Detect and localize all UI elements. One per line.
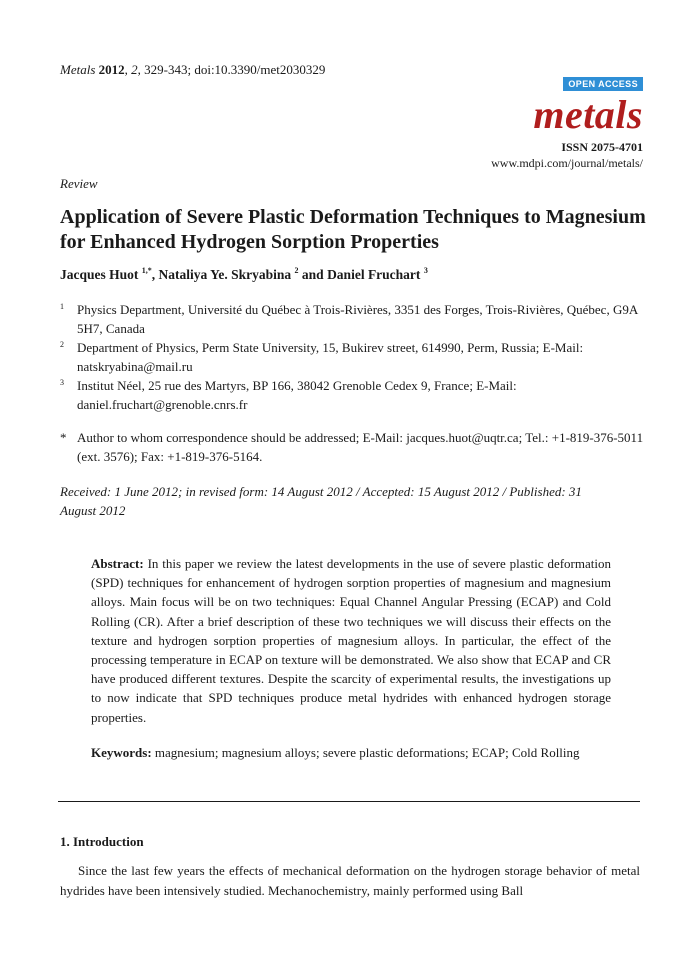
author-affil-marker: 1,* <box>141 266 152 275</box>
article-type: Review <box>60 176 98 191</box>
citation-year: 2012 <box>98 62 125 77</box>
author-name: Daniel Fruchart <box>327 267 421 282</box>
section-divider <box>58 801 640 802</box>
issn: ISSN 2075-4701 <box>561 140 643 154</box>
abstract-text: In this paper we review the latest developments in the use of severe plastic deformation (SPD) techniques for enhancement of hydrogen sorption properties of magnesium and magnesium alloys. Main focus will be on two techniques: Equal Channel Angular Pressing (ECAP) and Cold Rolling (CR). After a brief description of these two techniques we will discuss their effects on the texture and hydrogen sorption properties of magnesium alloys. In particular, the effect of the processing temperature in ECAP on texture will be demonstrated. We also show that ECAP and CR have produced different textures. Despite the scarcity of experimental results, the investigations up to now indicate that SPD techniques produce metal hydrides with enhanced hydrogen storage properties. <box>91 556 611 725</box>
publication-dates: Received: 1 June 2012; in revised form: 14 August 2012 / Accepted: 15 August 2012 / Published: 31 August 2012 <box>60 484 582 518</box>
affiliation-text: Department of Physics, Perm State University, 15, Bukirev street, 614990, Perm, Russia; E-Mail: natskryabina@mail.ru <box>77 340 584 374</box>
journal-logo: metals <box>533 92 643 137</box>
citation-volume: 2 <box>131 62 138 77</box>
journal-url[interactable]: www.mdpi.com/journal/metals/ <box>491 156 643 170</box>
correspondence-text: Author to whom correspondence should be addressed; E-Mail: jacques.huot@uqtr.ca; Tel.: +1-819-376-5011 (ext. 3576); Fax: +1-819-376-5164. <box>77 430 644 464</box>
keywords-text: magnesium; magnesium alloys; severe plastic deformations; ECAP; Cold Rolling <box>151 745 580 760</box>
affiliation-number: 2 <box>60 340 64 349</box>
citation-pages-doi: , 329-343; doi:10.3390/met2030329 <box>137 62 326 77</box>
affiliation-number: 1 <box>60 302 64 311</box>
author-affil-marker: 3 <box>423 266 428 275</box>
intro-paragraph: Since the last few years the effects of mechanical deformation on the hydrogen storage behavior of metal hydrides have been intensively studied. Mechanochemistry, mainly performed using Ball <box>60 863 640 898</box>
author-name: Jacques Huot <box>60 267 139 282</box>
open-access-badge: OPEN ACCESS <box>563 77 643 91</box>
correspondence-marker: * <box>60 430 67 445</box>
abstract-label: Abstract: <box>91 556 144 571</box>
journal-citation: Metals 2012, 2, 329-343; doi:10.3390/met2030329 <box>60 62 326 77</box>
article-title: Application of Severe Plastic Deformation Techniques to Magnesium for Enhanced Hydrogen Sorption Properties <box>60 206 646 253</box>
abstract <box>91 554 611 727</box>
correspondence-note <box>60 428 650 466</box>
section-heading: 1. Introduction <box>60 834 144 849</box>
affiliation-item <box>60 300 650 338</box>
author-affil-marker: 2 <box>294 266 299 275</box>
journal-name: Metals <box>60 62 96 77</box>
author-list: Jacques Huot $^{1,*}$, Nataliya Ye. Skryabina $^2$ and Daniel Fruchart $^3$ <box>60 266 428 282</box>
author-name: Nataliya Ye. Skryabina <box>158 267 292 282</box>
affiliation-number: 3 <box>60 378 64 387</box>
affiliation-item <box>60 376 650 414</box>
keywords-label: Keywords: <box>91 745 152 760</box>
keywords <box>91 743 611 762</box>
affiliation-item <box>60 338 650 376</box>
affiliation-text: Physics Department, Université du Québec à Trois-Rivières, 3351 des Forges, Trois-Rivières, Québec, G9A 5H7, Canada <box>77 302 638 336</box>
affiliation-text: Institut Néel, 25 rue des Martyrs, BP 166, 38042 Grenoble Cedex 9, France; E-Mail: daniel.fruchart@grenoble.cnrs.fr <box>77 378 517 412</box>
